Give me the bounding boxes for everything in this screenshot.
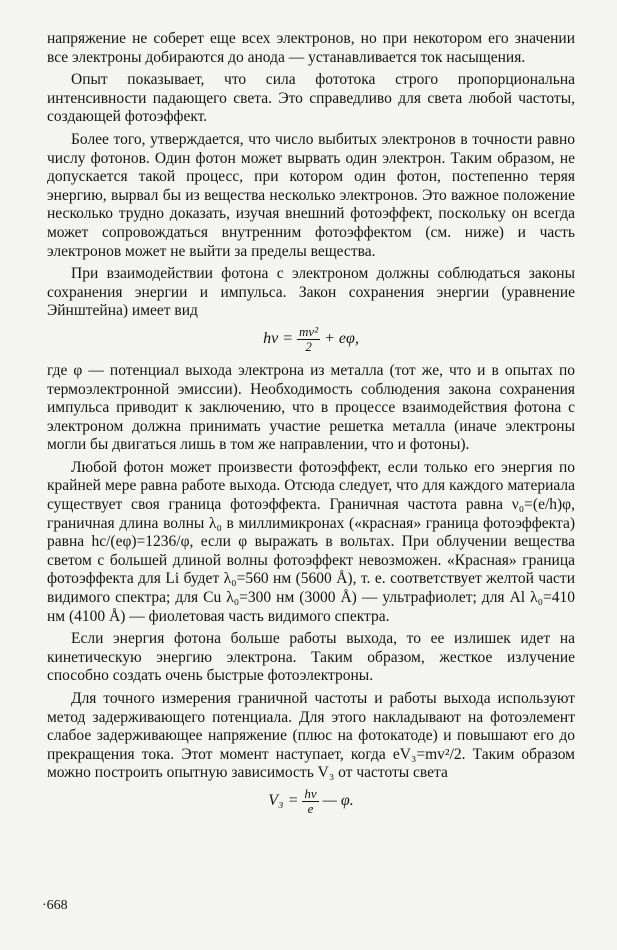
paragraph-work-function-momentum: где φ — потенциал выхода электрона из металла (тот же, что и в опытах по термоэлектронной эмиссии). Необходимость соблюдения закона сохранения импульса приводит к заключению, что в процессе взаимодействия фотона с электроном должна принимать участие решетка металла (иначе электроны могли бы двигаться лишь в том же направлении, что и фотоны). [47, 361, 575, 454]
formula-einstein-numerator: mv² [299, 323, 319, 339]
paragraph-electrons-equal-photons: Более того, утверждается, что число выбитых электронов в точности равно числу фотонов. Один фотон может вырвать один электрон. Таким образом, не допускается такой процесс, при котором один фотон, постепенно теряя энергию, вырвал бы из вещества несколько электронов. Это важное положение несколько трудно доказать, изучая внешний фотоэффект, поскольку он всегда может сопровождаться внутренним фотоэффектом (см. ниже) и часть электронов может не выйти за пределы вещества. [47, 130, 575, 260]
formula-retarding-numerator: hν [304, 785, 317, 801]
paragraph-saturation: напряжение не соберет еще всех электронов, но при некотором его значении все электроны добираются до анода — устанавливается ток насыщения. [47, 30, 575, 66]
formula-einstein-rhs: + eφ, [324, 330, 359, 348]
formula-retarding-fraction [302, 787, 318, 816]
paragraph-red-boundary: Любой фотон может произвести фотоэффект, если только его энергия по крайней мере равна работе выхода. Отсюда следует, что для каждого материала существует своя граница фотоэффекта. Граничная частота равна ν₀=(e/h)φ, граничная длина волны λ₀ в миллимикронах («красная» граница фотоэффекта) равна hc/(eφ)=1236/φ, если φ выражать в вольтах. При облучении вещества светом с большей длиной волны фотоэффект невозможен. «Красная» граница фотоэффекта для Li будет λ₀=560 нм (5600 Å), т. е. соответствует желтой части видимого спектра; для Cu λ₀=300 нм (3000 Å) — ультрафиолет; для Al λ₀=410 нм (4100 Å) — фиолетовая часть видимого спектра. [47, 458, 575, 625]
page-text-column [47, 30, 575, 824]
paragraph-photocurrent-proportional: Опыт показывает, что сила фототока строго пропорциональна интенсивности падающего света. Это справедливо для света любой частоты, создающей фотоэффект. [47, 71, 575, 126]
page-number: ·668 [42, 898, 68, 913]
formula-einstein-equation [47, 325, 575, 354]
paragraph-excess-energy: Если энергия фотона больше работы выхода, то ее излишек идет на кинетическую энергию электрона. Таким образом, жесткое излучение способно создать очень быстрые фотоэлектроны. [47, 630, 575, 685]
paragraph-conservation-laws: При взаимодействии фотона с электроном должны соблюдаться законы сохранения энергии и импульса. Закон сохранения энергии (уравнение Эйнштейна) имеет вид [47, 265, 575, 320]
paragraph-retarding-potential: Для точного измерения граничной частоты и работы выхода используют метод задерживающего потенциала. Для этого накладывают на фотоэлемент слабое задерживающее напряжение (плюс на фотокатоде) и повышают его до прекращения тока. Этот момент наступает, когда eV₃=mv²/2. Таким образом можно построить опытную зависимость V₃ от частоты света [47, 690, 575, 782]
formula-retarding-rhs: — φ. [322, 792, 354, 810]
formula-retarding-potential [47, 787, 575, 816]
formula-retarding-lhs: V₃ = [268, 792, 299, 810]
formula-einstein-fraction [297, 325, 320, 354]
formula-einstein-lhs: hν = [263, 330, 294, 348]
formula-einstein-denominator: 2 [305, 338, 312, 354]
formula-retarding-denominator: e [307, 800, 314, 816]
